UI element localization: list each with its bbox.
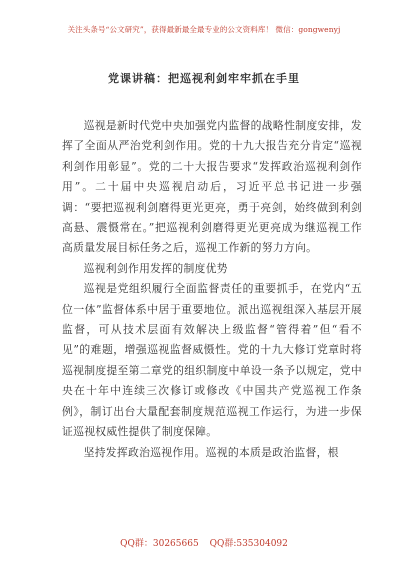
document-title: 党课讲稿：把巡视利剑牢牢抓在手里 <box>108 72 300 85</box>
body-paragraph-1: 巡视是新时代党中央加强党内监督的战略性制度安排，发挥了全面从严治党利剑作用。党的十九大报告充分肯定“巡视利剑作用彰显”。党的二十大报告要求“发挥政治巡视利剑作用”。二十届中央巡视启动后，习近平总书记进一步强调：“要把巡视利剑磨得更光更亮，勇于亮剑，始终做到利剑高悬、震慑常在。”把巡视利剑磨得更光更亮成为继巡视工作高质量发展目标任务之后，巡视工作新的努力方向。 <box>62 119 362 255</box>
header-promo-text: 关注头条号“公文研究”，获得最新最全最专业的公文资料库！ 微信：gongwenyj <box>67 25 341 34</box>
body-paragraph-2: 巡视是党组织履行全面监督责任的重要抓手，在党内“五位一体”监督体系中居于重要地位。派出巡视组深入基层开展监督，可从技术层面有效解决上级监督“管得着”但“看不见”的难题，增强巡视监督威慑性。党的十九大修订党章时将巡视制度提至第二章党的组织制度中单设一条予以规定，党中央在十年中连续三次修订或修改《中国共产党巡视工作条例》，制订出台大量配套制度规范巡视工作运行，为进一步保证巡视权威性提供了制度保障。 <box>62 282 362 439</box>
footer-contact <box>0 536 408 549</box>
footer-qq-group-2: QQ群:535304092 <box>209 539 288 549</box>
document-body <box>62 116 362 463</box>
body-paragraph-3: 坚持发挥政治巡视作用。巡视的本质是政治监督，根 <box>83 445 339 459</box>
section-heading: 巡视利剑作用发挥的制度优势 <box>83 261 228 275</box>
footer-qq-group-1: QQ群：30265665 <box>120 539 199 549</box>
